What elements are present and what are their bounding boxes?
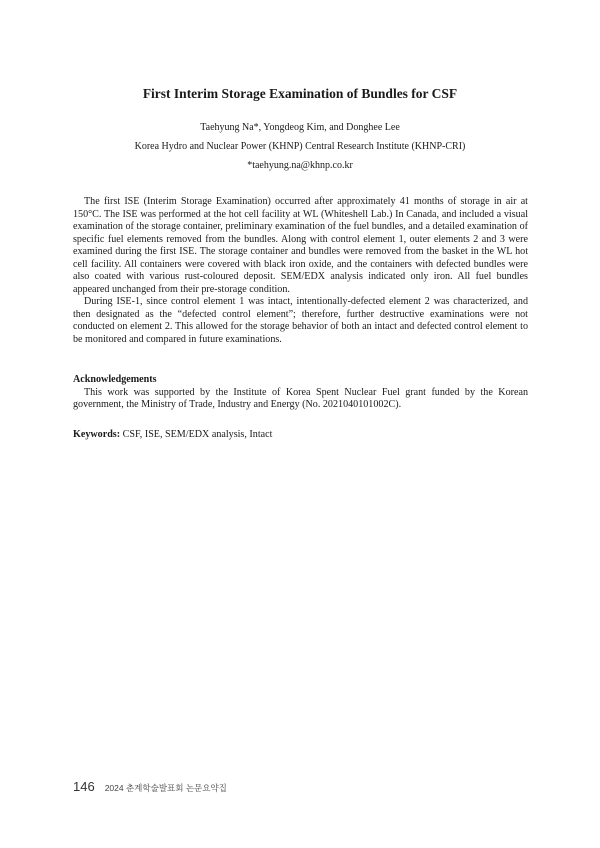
page-footer <box>73 779 227 794</box>
keywords-text: CSF, ISE, SEM/EDX analysis, Intact <box>120 429 273 440</box>
acknowledgements-heading: Acknowledgements <box>73 374 157 385</box>
paper-title: First Interim Storage Examination of Bundles for CSF <box>142 86 458 101</box>
page-number: 146 <box>73 779 95 794</box>
keywords-line <box>73 429 528 442</box>
keywords-label: Keywords: <box>73 429 121 440</box>
body-paragraph: During ISE-1, since control element 1 was intact, intentionally-defected element 2 was characterized, and then designated as the “defected control element”; therefore, further destructive examinations were not conducted on element 2. This allowed for the storage behavior of both an intact and defected control element to be monitored and compared in future examinations. <box>73 296 528 345</box>
publication-name: 2024 춘계학술발표회 논문요약집 <box>104 783 227 793</box>
acknowledgements-section <box>73 374 528 412</box>
body-paragraph: The first ISE (Interim Storage Examination) occurred after approximately 41 months of storage in air at 150°C. The ISE was performed at the hot cell facility at WL (Whiteshell Lab.) In Canada, and included a visual examination of the storage container, preliminary examination of the fuel bundles, and a detailed examination of specific fuel elements removed from the bundles. Along with control element 1, outer elements 2 and 3 were examined during the first ISE. The storage container and bundles were removed from the basket in the WL hot cell facility. All containers were covered with black iron oxide, and the containers with defected bundles were also coated with various rust-coloured deposit. SEM/EDX analysis indicated only iron. All fuel bundles appeared unchanged from their pre-storage condition. <box>73 196 528 295</box>
affiliation: Korea Hydro and Nuclear Power (KHNP) Central Research Institute (KHNP-CRI) <box>134 141 466 152</box>
authors: Taehyung Na*, Yongdeog Kim, and Donghee Lee <box>200 122 400 133</box>
acknowledgements-text: This work was supported by the Institute of Korea Spent Nuclear Fuel grant funded by the Korean government, the Ministry of Trade, Industry and Energy (No. 2021040101002C). <box>73 386 528 410</box>
author-email: *taehyung.na@khnp.co.kr <box>247 160 353 171</box>
abstract-body <box>73 196 528 346</box>
